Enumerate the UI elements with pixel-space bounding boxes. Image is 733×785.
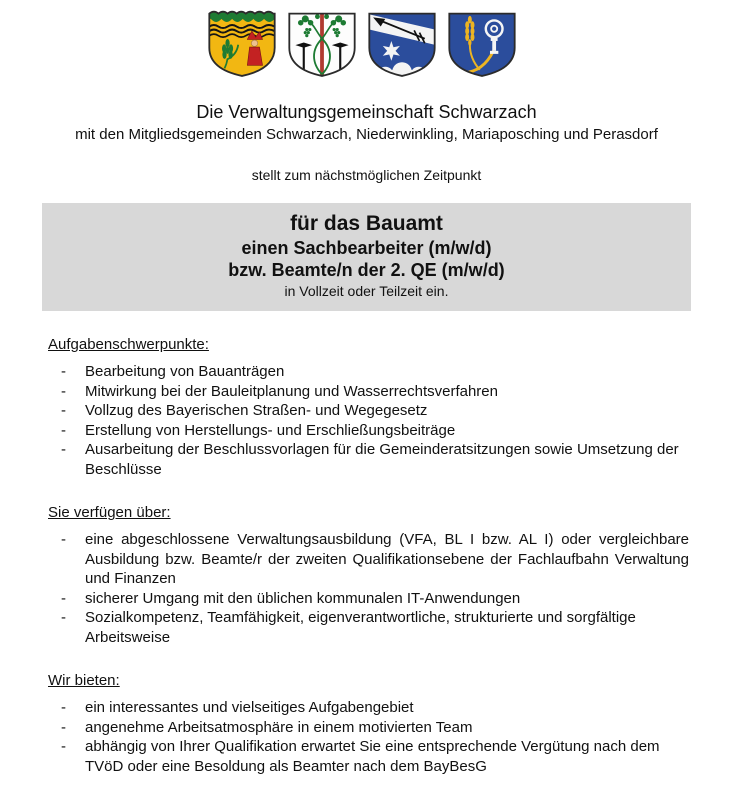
list-item-text: Vollzug des Bayerischen Straßen- und Wegegesetz	[85, 402, 428, 419]
organization-title: Die Verwaltungsgemeinschaft Schwarzach	[196, 102, 537, 122]
list-item-text: angenehme Arbeitsatmosphäre in einem motivierten Team	[85, 718, 473, 736]
list-item-text: sicherer Umgang mit den üblichen kommunalen IT-Anwendungen	[85, 589, 521, 607]
crest-row	[0, 0, 728, 80]
section-tasks	[48, 335, 689, 479]
bullet-dash: -	[61, 441, 66, 458]
list-item	[48, 401, 689, 421]
bullet-dash: -	[61, 363, 66, 380]
list-item	[48, 362, 689, 382]
section-requirements	[48, 503, 689, 647]
list-item	[48, 589, 689, 609]
list-item-text: ein interessantes und vielseitiges Aufgabengebiet	[85, 699, 414, 716]
list-item	[48, 608, 689, 647]
intro-line: stellt zum nächstmöglichen Zeitpunkt	[251, 167, 482, 183]
body-content	[0, 335, 733, 776]
bullet-dash: -	[61, 699, 66, 716]
bullet-dash: -	[61, 421, 66, 439]
list-item-text: Ausarbeitung der Beschlussvorlagen für die Gemeinderatsitzungen sowie Umsetzung der Beschlüsse	[85, 441, 679, 478]
mariaposching-coat-of-arms-icon	[364, 8, 440, 80]
bullet-dash: -	[61, 718, 66, 736]
list-item-text: Sozialkompetenz, Teamfähigkeit, eigenverantwortliche, strukturierte und sorgfältige Arbeitsweise	[85, 609, 636, 646]
list-item	[48, 530, 689, 589]
section-offer-heading: Wir bieten:	[48, 672, 120, 689]
member-municipalities-line: mit den Mitgliedsgemeinden Schwarzach, Niederwinkling, Mariaposching und Perasdorf	[75, 126, 658, 143]
banner-qualification-line: bzw. Beamte/n der 2. QE (m/w/d)	[228, 260, 505, 280]
list-item-text: Erstellung von Herstellungs- und Erschließungsbeiträge	[85, 421, 456, 439]
section-tasks-heading: Aufgabenschwerpunkte:	[48, 336, 209, 353]
section-offer-list	[48, 698, 689, 776]
list-item	[48, 737, 689, 776]
job-title-banner	[42, 203, 691, 311]
section-requirements-heading: Sie verfügen über:	[48, 504, 171, 521]
banner-worktime-line: in Vollzeit oder Teilzeit ein.	[284, 283, 449, 299]
list-item-text: Mitwirkung bei der Bauleitplanung und Wasserrechtsverfahren	[85, 382, 498, 400]
perasdorf-coat-of-arms-icon	[444, 8, 520, 80]
list-item-text: eine abgeschlossene Verwaltungsausbildung (VFA, BL I bzw. AL I) oder vergleichbare Ausbildung bzw. Beamte/r der zweiten Qualifikationsebene der Fachlaufbahn Verwaltung und Finanzen	[85, 531, 689, 587]
banner-position-line: einen Sachbearbeiter (m/w/d)	[241, 238, 492, 258]
section-tasks-list	[48, 362, 689, 479]
bullet-dash: -	[61, 382, 66, 400]
list-item	[48, 698, 689, 718]
list-item	[48, 421, 689, 441]
niederwinkling-coat-of-arms-icon	[284, 8, 360, 80]
list-item	[48, 382, 689, 402]
list-item	[48, 718, 689, 738]
bullet-dash: -	[61, 402, 66, 419]
schwarzach-coat-of-arms-icon	[204, 8, 280, 80]
section-requirements-list	[48, 530, 689, 647]
bullet-dash: -	[61, 589, 66, 607]
section-offer	[48, 671, 689, 776]
bullet-dash: -	[61, 531, 66, 548]
list-item-text: Bearbeitung von Bauanträgen	[85, 363, 285, 380]
list-item-text: abhängig von Ihrer Qualifikation erwartet Sie eine entsprechende Vergütung nach dem TVöD oder eine Besoldung als Beamter nach dem BayBesG	[85, 738, 660, 775]
bullet-dash: -	[61, 609, 66, 626]
banner-department-line: für das Bauamt	[290, 212, 443, 235]
list-item	[48, 440, 689, 479]
bullet-dash: -	[61, 738, 66, 755]
